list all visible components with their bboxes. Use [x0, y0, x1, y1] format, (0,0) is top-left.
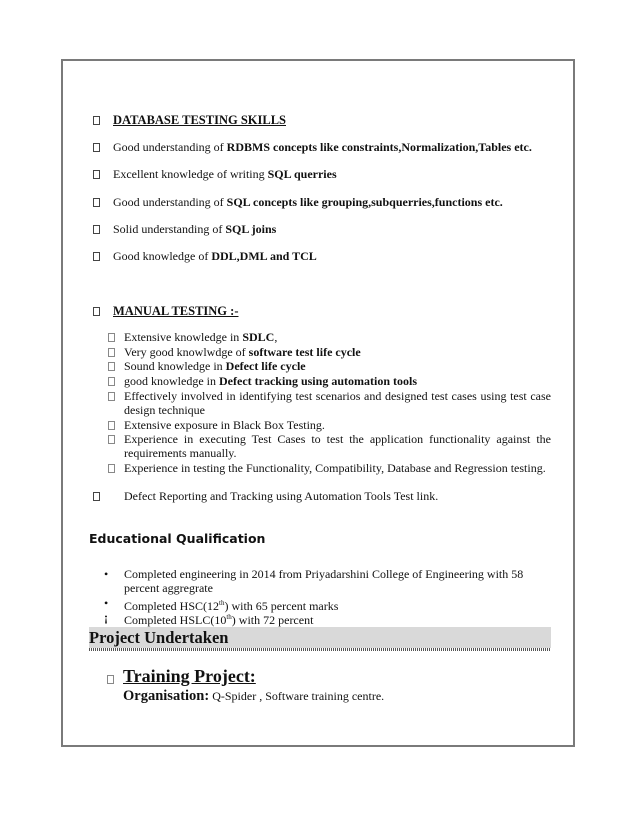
item-text: Effectively involved in identifying test scenarios and designed test cases using test case design technique [124, 389, 551, 417]
item-text: Extensive knowledge in [124, 330, 243, 344]
bullet-box-icon [93, 307, 100, 316]
bullet-box-icon [93, 170, 100, 179]
project-heading-bar [89, 627, 551, 648]
item-text: good knowledge in [124, 374, 219, 388]
list-item [108, 374, 551, 388]
bullet-icon: • [104, 596, 109, 610]
bullet-box-icon [108, 421, 115, 430]
item-text: Very good knowlwdge of [124, 345, 249, 359]
item-text: Good understanding of [113, 195, 227, 209]
item-text: ) with 65 percent marks [224, 599, 339, 613]
item-text: Completed engineering in 2014 from Priyadarshini College of Engineering with 58 percent aggregrate [124, 567, 524, 595]
item-text: Good understanding of [113, 140, 227, 154]
list-item [108, 489, 551, 503]
bullet-box-icon [108, 362, 115, 371]
item-bold-text: RDBMS concepts like constraints,Normalization,Tables etc. [226, 140, 532, 154]
education-heading: Educational Qualification [89, 531, 266, 546]
item-text: Experience in executing Test Cases to test the application functionality against the requirements manually. [124, 432, 551, 460]
training-project-title: Training Project: [123, 666, 256, 686]
bullet-box-icon [108, 435, 115, 444]
item-text: Completed HSC(12 [124, 599, 219, 613]
list-item [104, 610, 551, 627]
list-item [108, 418, 551, 432]
dotted-divider [89, 648, 551, 651]
list-item [108, 389, 551, 417]
bullet-box-icon [93, 116, 100, 125]
list-item [108, 359, 551, 373]
bullet-box-icon [108, 392, 115, 401]
bullet-box-icon [93, 225, 100, 234]
list-item [104, 567, 551, 595]
organisation-label: Organisation: [123, 688, 210, 704]
list-item [108, 432, 551, 460]
item-text: Extensive exposure in Black Box Testing. [124, 418, 325, 432]
item-text: Completed HSLC(10 [124, 613, 227, 627]
superscript: th [226, 613, 232, 621]
bullet-box-icon [93, 252, 100, 261]
item-text: Solid understanding of [113, 222, 226, 236]
item-bold-text: software test life cycle [248, 345, 361, 359]
item-text: Sound knowledge in [124, 359, 226, 373]
item-text: , [274, 330, 278, 344]
item-bold-text: Defect tracking using automation tools [219, 374, 417, 388]
bullet-box-icon [108, 464, 115, 473]
item-text: Excellent knowledge of writing [113, 167, 268, 181]
bullet-box-icon [108, 377, 115, 386]
bullet-icon: ¡ [104, 610, 108, 624]
list-item [108, 345, 551, 359]
superscript: th [219, 599, 225, 607]
item-text: Defect Reporting and Tracking using Automation Tools Test link. [124, 489, 439, 503]
item-text: Experience in testing the Functionality, Compatibility, Database and Regression testing. [124, 461, 546, 475]
list-item [108, 330, 551, 344]
organisation-value: Q-Spider , Software training centre. [209, 689, 385, 703]
item-bold-text: SQL querries [267, 167, 337, 181]
item-bold-text: SDLC [242, 330, 275, 344]
bullet-box-icon [107, 675, 114, 684]
item-bold-text: DDL,DML and TCL [211, 249, 317, 263]
list-item [108, 461, 551, 475]
item-text: Good knowledge of [113, 249, 212, 263]
project-heading: Project Undertaken [89, 628, 229, 647]
manual-heading: MANUAL TESTING :- [113, 304, 239, 318]
item-text: ) with 72 percent [231, 613, 314, 627]
item-bold-text: SQL concepts like grouping,subquerries,functions etc. [226, 195, 503, 209]
bullet-box-icon [93, 492, 100, 501]
bullet-box-icon [108, 333, 115, 342]
bullet-box-icon [108, 348, 115, 357]
bullet-box-icon [93, 198, 100, 207]
bullet-box-icon [93, 143, 100, 152]
item-bold-text: Defect life cycle [225, 359, 306, 373]
database-heading: DATABASE TESTING SKILLS [113, 113, 286, 127]
item-bold-text: SQL joins [225, 222, 277, 236]
organisation-line [123, 688, 384, 705]
bullet-icon: • [104, 567, 109, 581]
